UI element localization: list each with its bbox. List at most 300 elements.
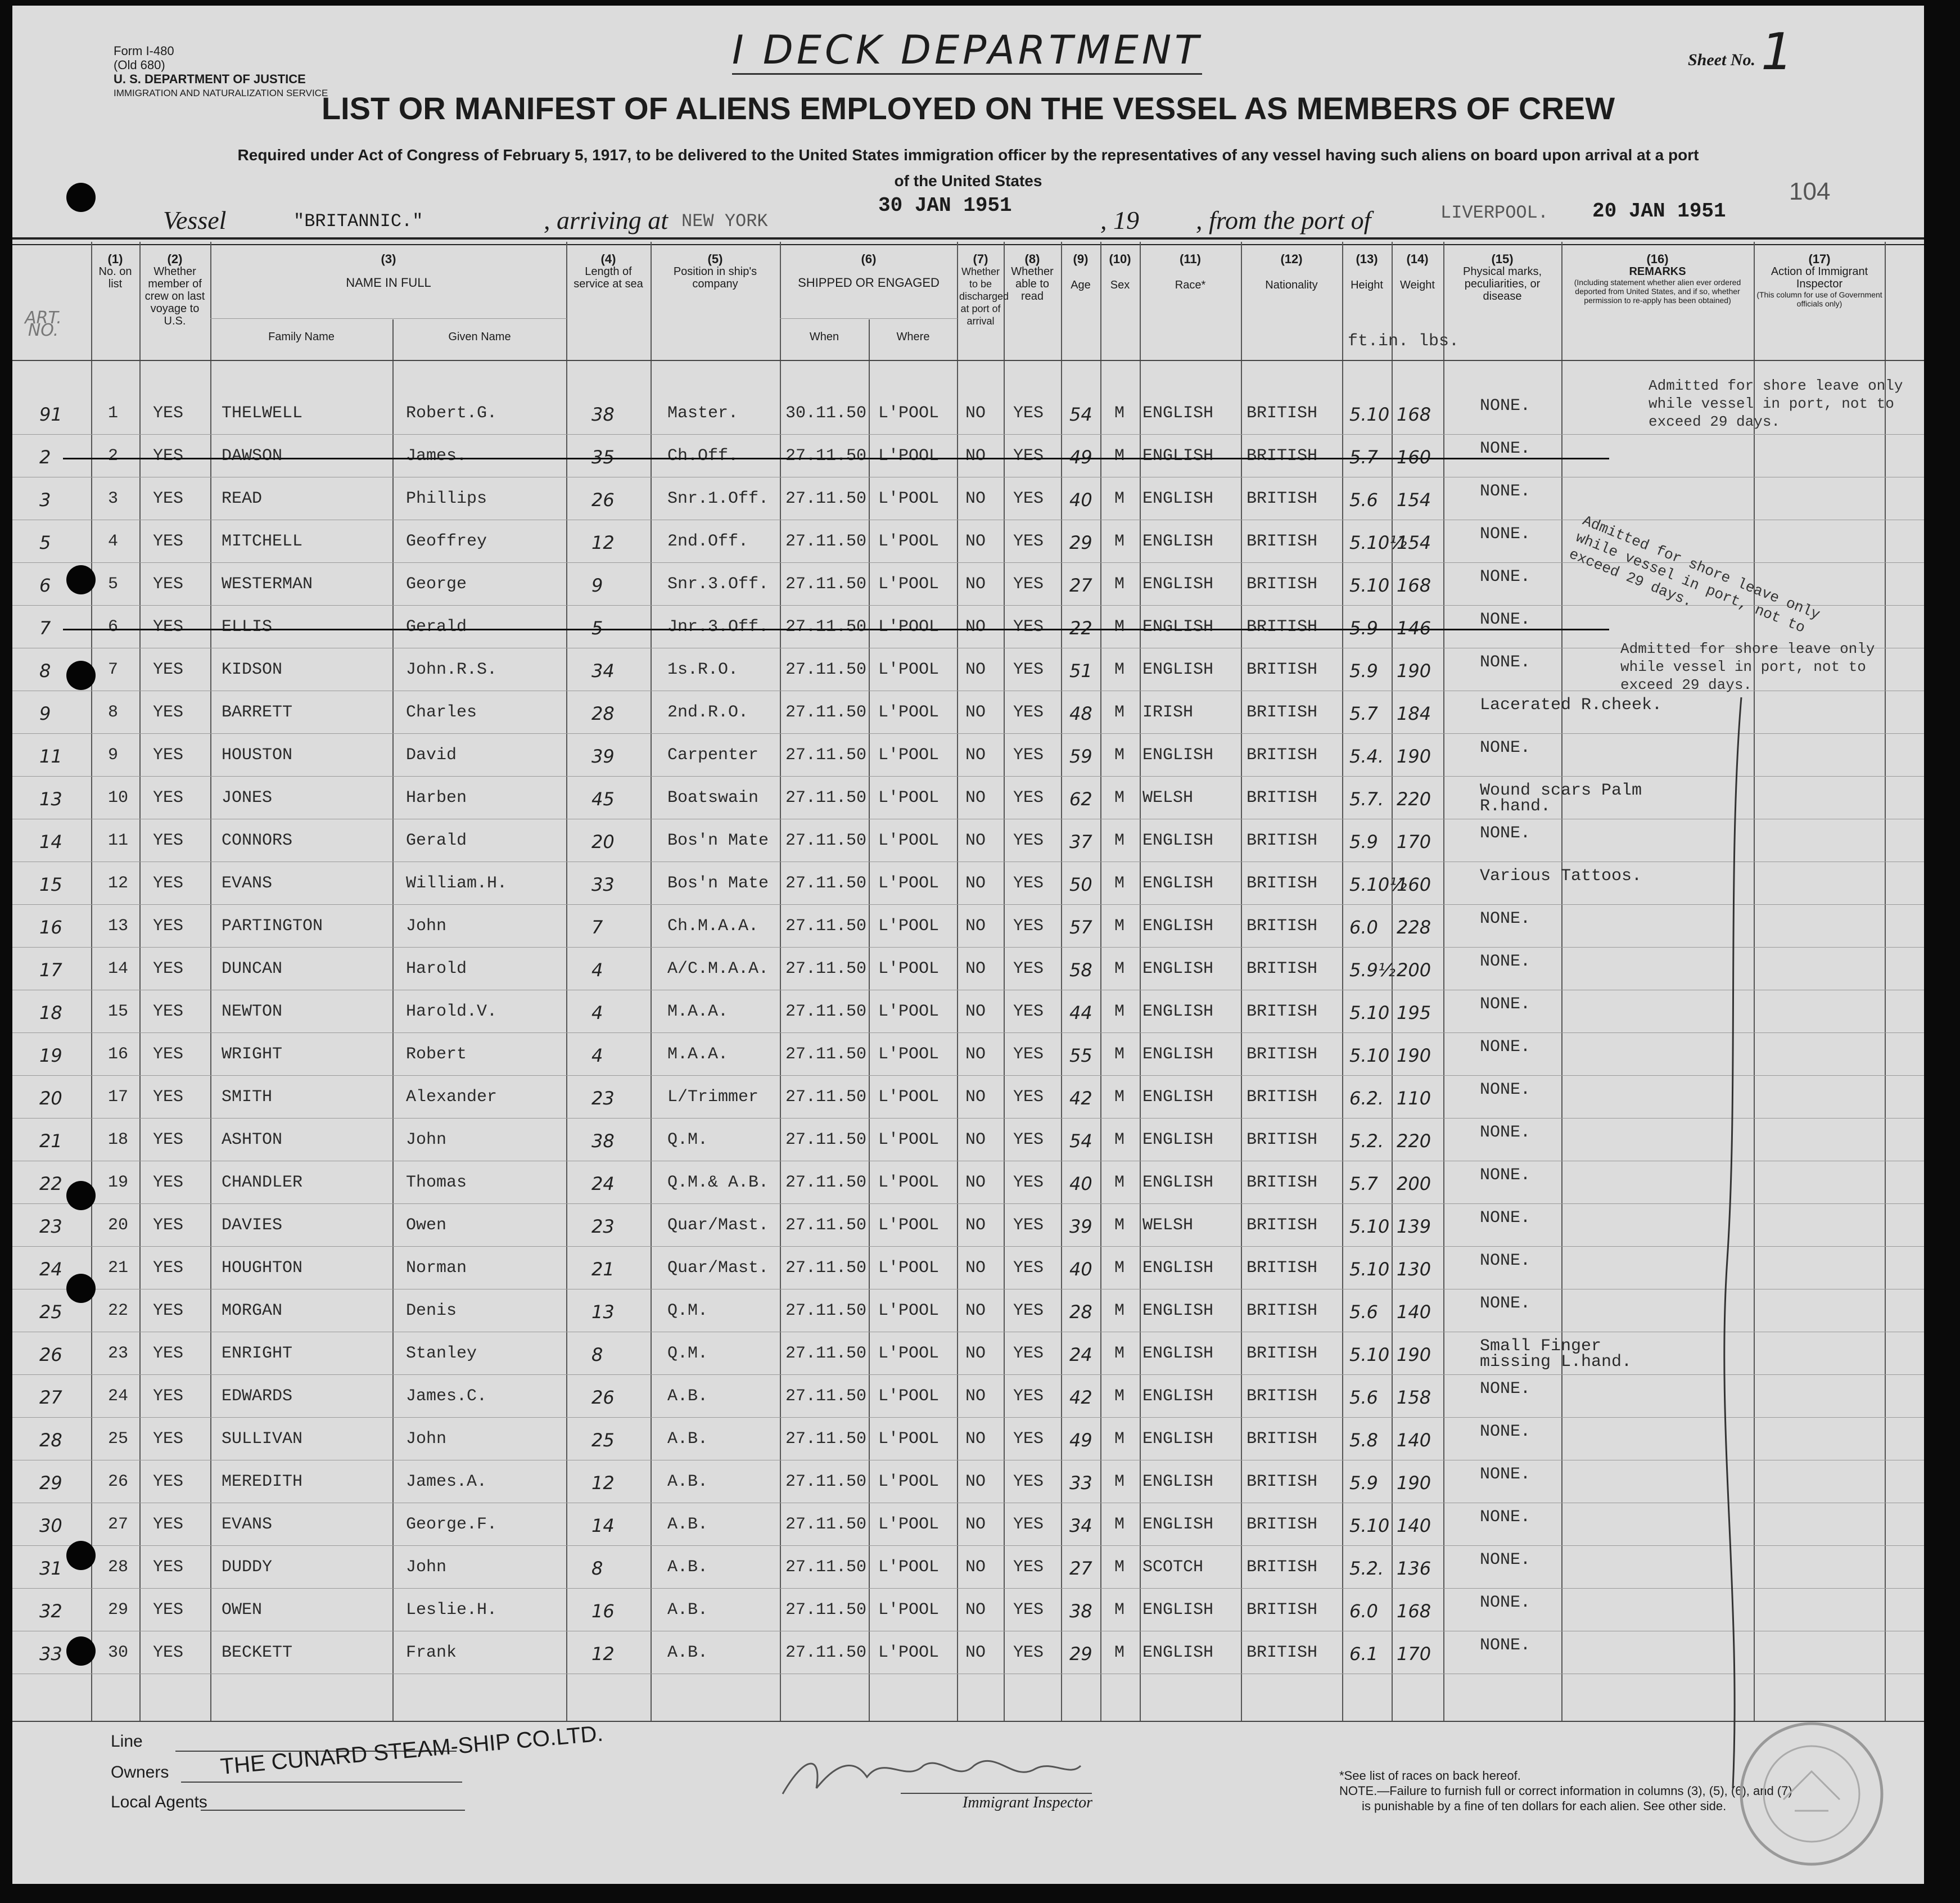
owners-rule [181,1782,462,1783]
cell-last-voyage: YES [153,917,184,936]
cell-age: 33 [1069,1472,1092,1494]
cell-able-to-read: YES [1013,788,1044,808]
cell-last-voyage: YES [153,1088,184,1107]
stamp-number: 104 [1789,178,1831,205]
cell-weight: 110 [1397,1088,1431,1109]
cell-position: Q.M. [667,1130,708,1149]
cell-height: 5.7 [1349,1173,1378,1194]
cell-list-no: 6 [108,617,119,637]
cell-art-no: 33 [39,1643,62,1665]
cell-last-voyage: YES [153,831,184,850]
cell-physical-marks: NONE. [1480,1123,1531,1142]
cell-list-no: 7 [108,660,119,679]
table-row [12,1376,1924,1417]
cell-discharged: NO [965,575,986,594]
cell-family-name: EVANS [222,1515,273,1534]
act-line-2: of the United States [894,172,1042,190]
cell-service-years: 24 [591,1173,615,1194]
cell-weight: 190 [1397,1472,1431,1494]
cell-shipped-when: 27.11.50 [785,874,867,893]
cell-last-voyage: YES [153,1002,184,1021]
cell-discharged: NO [965,617,986,637]
table-row [12,692,1924,733]
cell-position: M.A.A. [667,1045,729,1064]
cell-position: Bos'n Mate [667,831,769,850]
cell-last-voyage: YES [153,532,184,551]
cell-given-name: Phillips [406,489,487,508]
cell-weight: 130 [1397,1259,1431,1280]
cell-list-no: 12 [108,874,129,893]
cell-family-name: NEWTON [222,1002,283,1021]
cell-list-no: 1 [108,404,119,423]
cell-art-no: 14 [39,831,62,853]
cell-position: Quar/Mast. [667,1216,769,1235]
cell-list-no: 13 [108,917,129,936]
cell-family-name: READ [222,489,263,508]
cell-weight: 158 [1397,1387,1431,1408]
cell-last-voyage: YES [153,1515,184,1534]
cell-position: A.B. [667,1515,708,1534]
cell-able-to-read: YES [1013,1130,1044,1149]
cell-weight: 168 [1397,404,1431,425]
cell-service-years: 25 [591,1429,615,1451]
cell-nationality: BRITISH [1247,746,1318,765]
cell-race: ENGLISH [1142,1344,1214,1363]
cell-height: 5.10 [1349,1002,1390,1023]
arriving-port: NEW YORK [681,211,768,232]
cell-weight: 220 [1397,1130,1431,1152]
cell-last-voyage: YES [153,746,184,765]
cell-given-name: James.C. [406,1387,487,1406]
cell-art-no: 9 [39,703,51,724]
cell-given-name: John [406,1429,447,1449]
cell-race: ENGLISH [1142,1088,1214,1107]
service-name: IMMIGRATION AND NATURALIZATION SERVICE [114,88,328,98]
cell-race: ENGLISH [1142,489,1214,508]
cell-height: 5.7. [1349,788,1384,810]
cell-last-voyage: YES [153,1173,184,1192]
table-row [12,991,1924,1032]
cell-sex: M [1114,831,1125,850]
cell-nationality: BRITISH [1247,1216,1318,1235]
cell-nationality: BRITISH [1247,1472,1318,1491]
cell-weight: 154 [1397,489,1431,511]
cell-nationality: BRITISH [1247,1088,1318,1107]
cell-art-no: 29 [39,1472,62,1494]
cell-discharged: NO [965,1387,986,1406]
cell-list-no: 19 [108,1173,129,1192]
cell-physical-marks: NONE. [1480,482,1531,501]
cell-service-years: 21 [591,1259,615,1280]
vessel-name: "BRITANNIC." [293,211,423,232]
cell-shipped-when: 27.11.50 [785,1173,867,1192]
cell-position: A.B. [667,1387,708,1406]
cell-shipped-when: 27.11.50 [785,788,867,808]
cell-shipped-where: L'POOL [878,1643,940,1662]
cell-race: ENGLISH [1142,917,1214,936]
table-row [12,1162,1924,1203]
cell-height: 5.4. [1349,746,1384,767]
cell-art-no: 8 [39,660,51,682]
cell-physical-marks: NONE. [1480,1593,1531,1612]
cell-able-to-read: YES [1013,532,1044,551]
col7-header: (7) Whether to be discharged at port of arrival [959,252,1009,327]
cell-able-to-read: YES [1013,1558,1044,1577]
cell-shipped-when: 27.11.50 [785,1643,867,1662]
punch-hole [66,661,96,690]
cell-shipped-where: L'POOL [878,617,940,637]
row-rule [12,1374,1924,1375]
cell-weight: 140 [1397,1429,1431,1451]
cell-service-years: 7 [591,917,603,938]
cell-shipped-where: L'POOL [878,1173,940,1192]
cell-race: ENGLISH [1142,660,1214,679]
cell-shipped-where: L'POOL [878,1301,940,1320]
cell-service-years: 4 [591,1002,603,1023]
cell-shipped-where: L'POOL [878,1472,940,1491]
cell-discharged: NO [965,831,986,850]
form-number: Form I-480 [114,44,174,58]
cell-weight: 140 [1397,1515,1431,1536]
cell-able-to-read: YES [1013,1173,1044,1192]
cell-shipped-where: L'POOL [878,1088,940,1107]
cell-nationality: BRITISH [1247,617,1318,637]
cell-position: M.A.A. [667,1002,729,1021]
cell-discharged: NO [965,447,986,466]
official-seal [1733,1715,1890,1873]
cell-physical-marks: NONE. [1480,1080,1531,1099]
cell-shipped-where: L'POOL [878,1130,940,1149]
cell-last-voyage: YES [153,1643,184,1662]
cell-physical-marks: NONE. [1480,1550,1531,1570]
cell-weight: 140 [1397,1301,1431,1323]
col4-header: (4) Length of service at sea [573,252,643,290]
cell-shipped-where: L'POOL [878,1387,940,1406]
cell-sex: M [1114,489,1125,508]
cell-shipped-where: L'POOL [878,1429,940,1449]
cell-shipped-when: 27.11.50 [785,917,867,936]
cell-physical-marks: NONE. [1480,1465,1531,1484]
cell-nationality: BRITISH [1247,788,1318,808]
cell-shipped-when: 27.11.50 [785,1344,867,1363]
col14-header: (14) Weight [1400,252,1435,291]
cell-physical-marks: NONE. [1480,1208,1531,1228]
cell-nationality: BRITISH [1247,874,1318,893]
cell-race: WELSH [1142,788,1194,808]
cell-weight: 200 [1397,1173,1431,1194]
col9-header: (9) Age [1071,252,1091,291]
cell-weight: 200 [1397,959,1431,981]
cell-service-years: 12 [591,1472,615,1494]
races-note: *See list of races on back hereof. [1339,1769,1521,1783]
cell-last-voyage: YES [153,447,184,466]
cell-service-years: 45 [591,788,615,810]
cell-able-to-read: YES [1013,1387,1044,1406]
cell-sex: M [1114,788,1125,808]
cell-list-no: 14 [108,959,129,978]
cell-family-name: PARTINGTON [222,917,323,936]
cell-given-name: David [406,746,457,765]
cell-list-no: 9 [108,746,119,765]
cell-weight: 168 [1397,1600,1431,1622]
cell-family-name: CHANDLER [222,1173,303,1192]
cell-race: ENGLISH [1142,1429,1214,1449]
col5-header: (5) Position in ship's company [673,252,757,290]
cell-discharged: NO [965,917,986,936]
cell-discharged: NO [965,1301,986,1320]
cell-art-no: 18 [39,1002,62,1023]
cell-shipped-when: 27.11.50 [785,1600,867,1620]
cell-list-no: 8 [108,703,119,722]
cell-given-name: John [406,1130,447,1149]
cell-given-name: Stanley [406,1344,477,1363]
cell-age: 57 [1069,917,1092,938]
cell-able-to-read: YES [1013,1301,1044,1320]
cell-age: 27 [1069,1558,1092,1579]
cell-able-to-read: YES [1013,1429,1044,1449]
cell-weight: 190 [1397,1344,1431,1365]
cell-shipped-when: 27.11.50 [785,1045,867,1064]
cell-last-voyage: YES [153,788,184,808]
cell-service-years: 33 [591,874,615,895]
cell-able-to-read: YES [1013,617,1044,637]
cell-able-to-read: YES [1013,489,1044,508]
cell-sex: M [1114,703,1125,722]
cell-last-voyage: YES [153,660,184,679]
cell-race: WELSH [1142,1216,1194,1235]
cell-last-voyage: YES [153,404,184,423]
cell-position: Ch.M.A.A. [667,917,759,936]
cell-sex: M [1114,1472,1125,1491]
cell-art-no: 2 [39,447,51,468]
cell-sex: M [1114,1088,1125,1107]
cell-service-years: 28 [591,703,615,724]
cunard-stamp: THE CUNARD STEAM-SHIP CO.LTD. [219,1721,604,1779]
cell-discharged: NO [965,874,986,893]
cell-shipped-when: 27.11.50 [785,1130,867,1149]
cell-age: 24 [1069,1344,1092,1365]
cell-height: 6.1 [1349,1643,1378,1665]
cell-sex: M [1114,532,1125,551]
cell-position: 1s.R.O. [667,660,739,679]
table-row [12,1034,1924,1075]
row-rule [12,947,1924,948]
cell-nationality: BRITISH [1247,1301,1318,1320]
cell-service-years: 23 [591,1088,615,1109]
cell-last-voyage: YES [153,489,184,508]
cell-shipped-when: 27.11.50 [785,532,867,551]
cell-race: ENGLISH [1142,1387,1214,1406]
cell-nationality: BRITISH [1247,917,1318,936]
cell-nationality: BRITISH [1247,1387,1318,1406]
cell-last-voyage: YES [153,575,184,594]
department-name: U. S. DEPARTMENT OF JUSTICE [114,72,306,86]
cell-shipped-when: 27.11.50 [785,746,867,765]
col2-header: (2) Whether member of crew on last voyage to U.S. [144,252,205,327]
cell-last-voyage: YES [153,1600,184,1620]
table-row [12,1119,1924,1161]
cell-art-no: 21 [39,1130,62,1152]
cell-height: 6.0 [1349,917,1378,938]
cell-age: 29 [1069,1643,1092,1665]
cell-given-name: George [406,575,467,594]
when-header: When [809,331,839,343]
cell-art-no: 91 [39,404,62,425]
cell-height: 5.7 [1349,447,1378,468]
cell-age: 37 [1069,831,1092,853]
departure-date: 20 JAN 1951 [1592,200,1726,223]
cell-art-no: 17 [39,959,62,981]
table-row [12,393,1924,434]
cell-shipped-where: L'POOL [878,1515,940,1534]
cell-position: 2nd.R.O. [667,703,749,722]
cell-race: ENGLISH [1142,617,1214,637]
cell-physical-marks: NONE. [1480,439,1531,458]
cell-race: ENGLISH [1142,1002,1214,1021]
cell-family-name: OWEN [222,1600,263,1620]
cell-list-no: 18 [108,1130,129,1149]
row-rule [12,1118,1924,1119]
cell-nationality: BRITISH [1247,1130,1318,1149]
cell-discharged: NO [965,1643,986,1662]
cell-nationality: BRITISH [1247,1045,1318,1064]
table-row [12,1333,1924,1374]
cell-race: ENGLISH [1142,532,1214,551]
cell-list-no: 17 [108,1088,129,1107]
cell-service-years: 13 [591,1301,615,1323]
punch-hole [66,1636,96,1666]
cell-discharged: NO [965,1259,986,1278]
cell-height: 5.10 [1349,1259,1390,1280]
cell-weight: 228 [1397,917,1431,938]
cell-shipped-where: L'POOL [878,831,940,850]
cell-last-voyage: YES [153,874,184,893]
cell-discharged: NO [965,1515,986,1534]
where-header: Where [896,331,930,343]
remark-shore-leave-3: Admitted for shore leave only while vessel in port, not to exceed 29 days. [1620,641,1875,693]
cell-discharged: NO [965,1472,986,1491]
cell-discharged: NO [965,1045,986,1064]
cell-service-years: 5 [591,617,603,639]
cell-list-no: 28 [108,1558,129,1577]
cell-height: 5.10 [1349,1045,1390,1066]
cell-weight: 190 [1397,660,1431,682]
cell-height: 5.10 [1349,404,1390,425]
vessel-label: Vessel [163,206,227,235]
col15-header: (15) Physical marks, peculiarities, or disease [1462,252,1542,303]
cell-shipped-where: L'POOL [878,788,940,808]
cell-nationality: BRITISH [1247,703,1318,722]
cell-position: Q.M.& A.B. [667,1173,769,1192]
cell-height: 5.8 [1349,1429,1378,1451]
cell-nationality: BRITISH [1247,1558,1318,1577]
cell-height: 5.6 [1349,489,1378,511]
cell-position: Carpenter [667,746,759,765]
cell-discharged: NO [965,1600,986,1620]
cell-sex: M [1114,1301,1125,1320]
cell-nationality: BRITISH [1247,1173,1318,1192]
art-no-header: ART. NO. [25,308,62,340]
cell-given-name: Gerald [406,617,467,637]
cell-position: Quar/Mast. [667,1259,769,1278]
cell-given-name: George.F. [406,1515,498,1534]
cell-able-to-read: YES [1013,1259,1044,1278]
col8-header: (8) Whether able to read [1011,252,1054,303]
cell-family-name: EDWARDS [222,1387,293,1406]
table-row [12,905,1924,947]
cell-nationality: BRITISH [1247,1002,1318,1021]
cell-height: 5.7 [1349,703,1378,724]
cell-sex: M [1114,874,1125,893]
cell-shipped-when: 27.11.50 [785,1387,867,1406]
cell-race: ENGLISH [1142,1301,1214,1320]
cell-list-no: 2 [108,447,119,466]
cell-discharged: NO [965,1130,986,1149]
cell-art-no: 16 [39,917,62,938]
cell-race: ENGLISH [1142,746,1214,765]
cell-physical-marks: NONE. [1480,1636,1531,1655]
cell-height: 5.10½ [1349,874,1407,895]
cell-nationality: BRITISH [1247,532,1318,551]
owners-label: Owners [111,1763,169,1782]
cell-weight: 136 [1397,1558,1431,1579]
cell-sex: M [1114,959,1125,978]
cell-physical-marks: NONE. [1480,610,1531,629]
cell-age: 62 [1069,788,1092,810]
cell-sex: M [1114,746,1125,765]
table-row [12,1546,1924,1588]
cell-given-name: Thomas [406,1173,467,1192]
cell-art-no: 31 [39,1558,62,1579]
sheet-no-value: 1 [1761,22,1794,82]
cell-physical-marks: NONE. [1480,909,1531,928]
cell-sex: M [1114,617,1125,637]
cell-family-name: THELWELL [222,404,303,423]
cell-race: ENGLISH [1142,959,1214,978]
cell-physical-marks: Small Finger missing L.hand. [1480,1337,1632,1372]
cell-shipped-when: 27.11.50 [785,575,867,594]
units-label: ft.in. lbs. [1348,332,1460,351]
row-rule [12,733,1924,734]
col10-header: (10) Sex [1109,252,1131,291]
cell-race: ENGLISH [1142,1472,1214,1491]
cell-art-no: 20 [39,1088,62,1109]
row-rule [12,1032,1924,1033]
manifest-sheet [12,6,1924,1884]
cell-art-no: 25 [39,1301,62,1323]
cell-able-to-read: YES [1013,1344,1044,1363]
cell-age: 39 [1069,1216,1092,1237]
department-heading: I DECK DEPARTMENT [732,27,1202,75]
cell-age: 27 [1069,575,1092,596]
cell-age: 44 [1069,1002,1092,1023]
agents-rule [201,1810,465,1811]
punch-hole [66,1274,96,1303]
cell-sex: M [1114,1344,1125,1363]
cell-discharged: NO [965,1002,986,1021]
form-old-number: (Old 680) [114,58,165,72]
row-rule [12,1588,1924,1589]
table-row [12,478,1924,520]
cell-position: A.B. [667,1429,708,1449]
cell-shipped-when: 27.11.50 [785,1429,867,1449]
cell-given-name: Leslie.H. [406,1600,498,1620]
cell-age: 49 [1069,447,1092,468]
cell-height: 5.6 [1349,1301,1378,1323]
cell-shipped-where: L'POOL [878,1002,940,1021]
col1-header: (1) No. on list [98,252,132,290]
cell-able-to-read: YES [1013,1216,1044,1235]
